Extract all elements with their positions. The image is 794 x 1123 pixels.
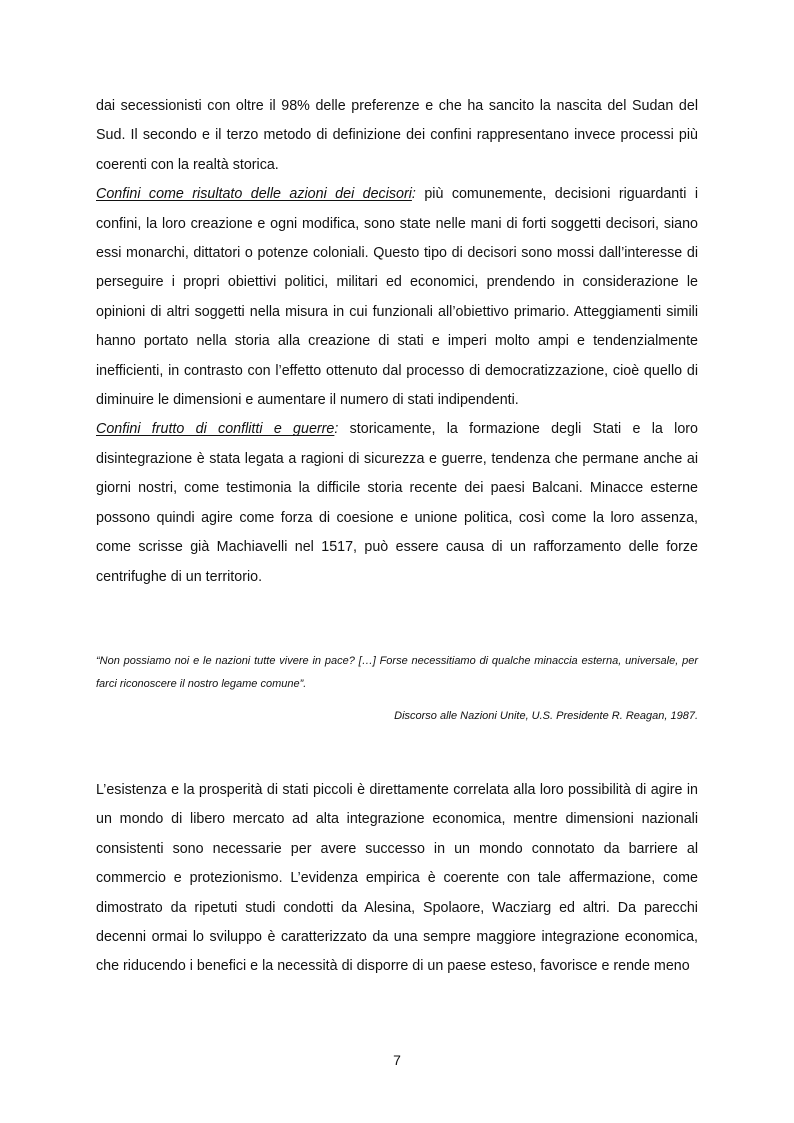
guerre-label: Confini frutto di conflitti e guerre (96, 421, 335, 438)
guerre-text: storicamente, la formazione degli Stati e la loro disintegrazione è stata legata a ragioni di sicurezza e guerre, tendenza che permane anche ai giorni nostri, come testimonia la difficile storia recente dei paesi Balcani. Minacce esterne possono quindi agire come forza di coesione e unione politica, così come la loro assenza, come scrisse già Machiavelli nel 1517, può essere causa di un rafforzamento delle forze centrifughe di un territorio. (96, 421, 698, 585)
intro-paragraph (96, 92, 698, 180)
decisori-label: Confini come risultato delle azioni dei decisori (96, 186, 412, 203)
decisori-text: più comunemente, decisioni riguardanti i confini, la loro creazione e ogni modifica, sono state nelle mani di forti soggetti decisori, siano essi monarchi, dittatori o potenze coloniali. Questo tipo di decisori sono mossi dall’interesse di perseguire i propri obiettivi politici, militari ed economici, prendendo in considerazione le opinioni di altri soggetti nella misura in cui funzionali all’obiettivo primario. Atteggiamenti simili hanno portato nella storia alla creazione di stati e imperi molto ampi e tendenzialmente inefficienti, in contrasto con l’effetto ottenuto dal processo di democratizzazione, cioè quello di diminuire le dimensioni e aumentare il numero di stati indipendenti. (96, 186, 698, 409)
decisori-paragraph (96, 180, 698, 415)
intro-text: dai secessionisti con oltre il 98% delle preferenze e che ha sancito la nascita del Sudan del Sud. Il secondo e il terzo metodo di definizione dei confini rappresentano invece processi più coerenti con la realtà storica. (96, 98, 698, 173)
document-page (96, 92, 698, 982)
closing-paragraph (96, 776, 698, 982)
page-number: 7 (393, 1052, 401, 1068)
guerre-paragraph (96, 415, 698, 591)
decisori-colon: : (411, 186, 416, 203)
quote-text: “Non possiamo noi e le nazioni tutte vivere in pace? […] Forse necessitiamo di qualche minaccia esterna, universale, per farci riconoscere il nostro legame comune”. (96, 654, 698, 690)
guerre-colon: : (334, 421, 339, 438)
quote-source: Discorso alle Nazioni Unite, U.S. Presidente R. Reagan, 1987. (394, 709, 698, 722)
closing-text: L’esistenza e la prosperità di stati piccoli è direttamente correlata alla loro possibilità di agire in un mondo di libero mercato ad alta integrazione economica, mentre dimensioni nazionali consistenti sono necessarie per avere successo in un mondo connotato da barriere al commercio e protezionismo. L’evidenza empirica è coerente con tale affermazione, come dimostrato da ripetuti studi condotti da Alesina, Spolaore, Wacziarg ed altri. Da parecchi decenni ormai lo sviluppo è caratterizzato da una sempre maggiore integrazione economica, che riducendo i benefici e la necessità di disporre di un paese esteso, favorisce e rende meno (96, 781, 698, 975)
